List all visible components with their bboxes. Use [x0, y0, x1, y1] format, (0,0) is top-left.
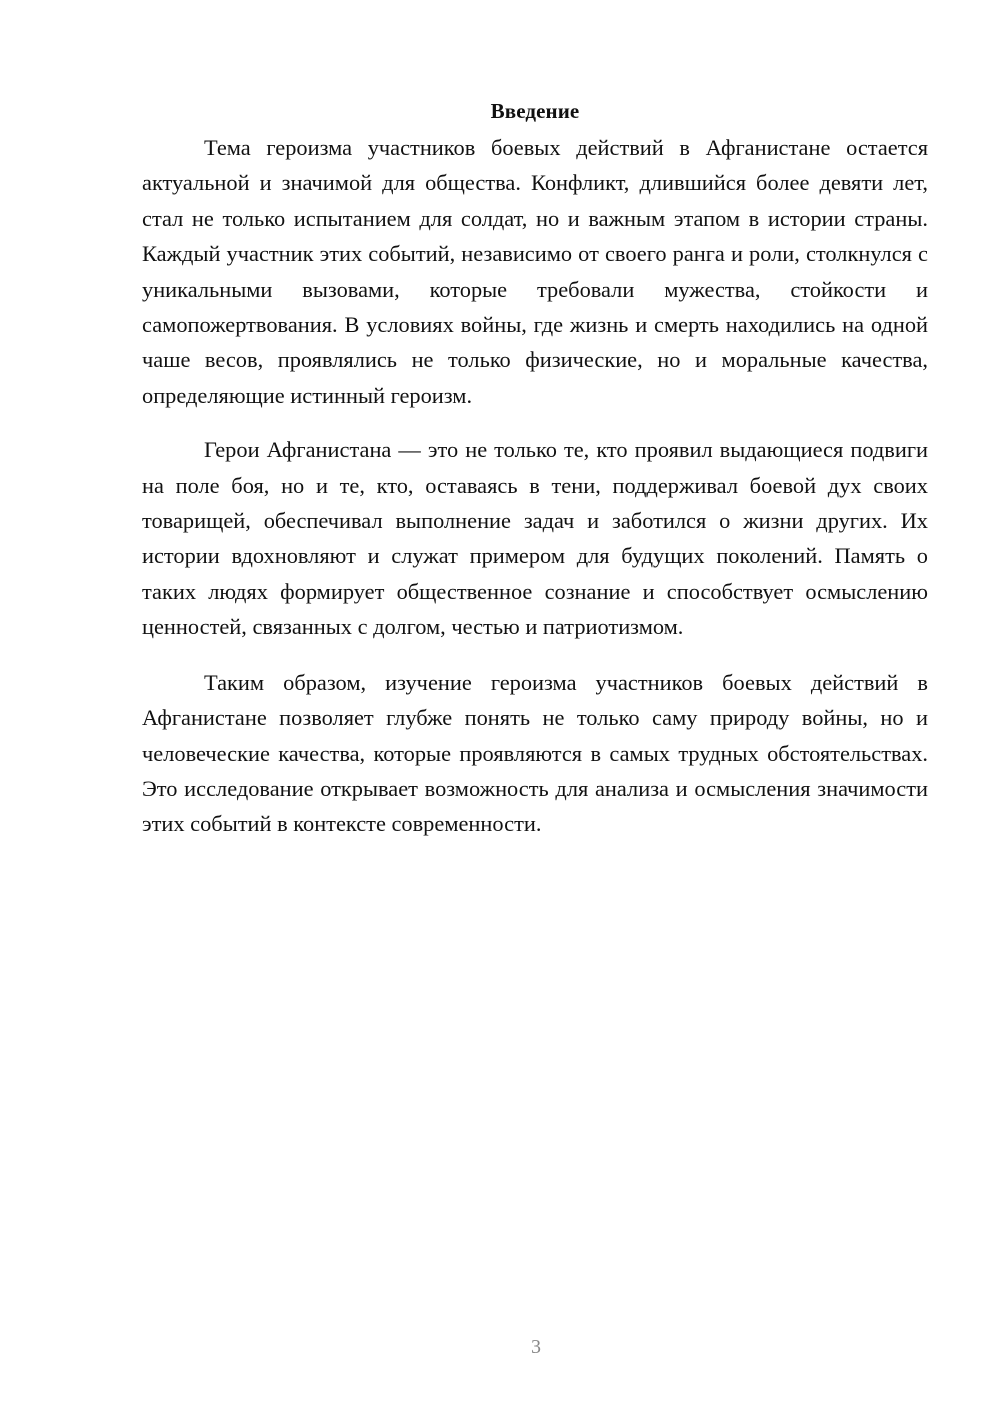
paragraph-3: Таким образом, изучение героизма участников боевых действий в Афганистане позволяет глубже понять не только саму природу войны, но и человеческие качества, которые проявляются в самых трудных обстоятельствах. Это исследование открывает возможность для анализа и осмысления значимости этих событий в контексте современности. [142, 669, 928, 837]
paragraph-2: Герои Афганистана — это не только те, кто проявил выдающиеся подвиги на поле боя, но и те, кто, оставаясь в тени, поддерживал боевой дух своих товарищей, обеспечивал выполнение задач и заботился о жизни других. Их истории вдохновляют и служат примером для будущих поколений. Память о таких людях формирует общественное сознание и способствует осмыслению ценностей, связанных с долгом, честью и патриотизмом. [142, 437, 928, 640]
page-content [142, 96, 928, 842]
section-heading: Введение [490, 99, 580, 123]
page-number: 3 [531, 1336, 541, 1358]
paragraph-1: Тема героизма участников боевых действий в Афганистане остается актуальной и значимой для общества. Конфликт, длившийся более девяти лет, стал не только испытанием для солдат, но и важным этапом в истории страны. Каждый участник этих событий, независимо от своего ранга и роли, столкнулся с уникальными вызовами, которые требовали мужества, стойкости и самопожертвования. В условиях войны, где жизнь и смерть находились на одной чаше весов, проявлялись не только физические, но и моральные качества, определяющие истинный героизм. [142, 135, 928, 408]
